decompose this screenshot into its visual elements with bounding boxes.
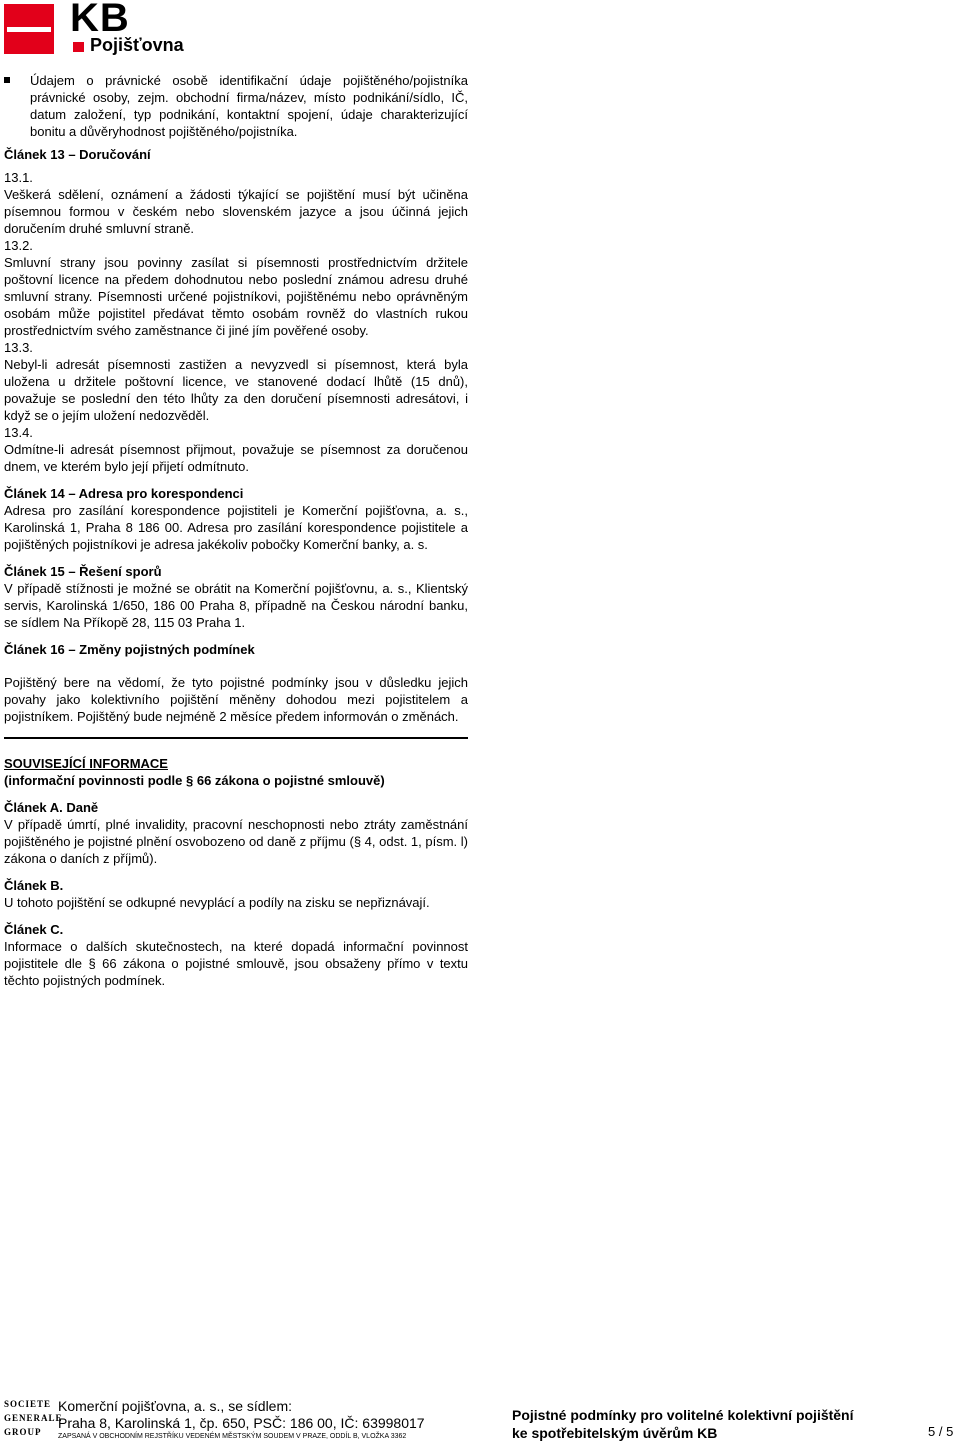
article-15-text: V případě stížnosti je možné se obrátit na Komerční pojišťovnu, a. s., Klientský servis, Karolinská 1/650, 186 00 Praha 8, případně na Českou národní banku, se sídlem Na Příkopě 28, 115 03 Praha 1. — [4, 581, 468, 630]
document-title: Pojistné podmínky pro volitelné kolektivní pojištění ke spotřebitelským úvěrům KB — [512, 1407, 854, 1441]
logo-red-bar — [73, 42, 84, 52]
article-b-heading: Článek B. — [4, 878, 64, 893]
clause-number: 13.4. — [4, 425, 33, 440]
kb-pojistovna-logo — [4, 0, 204, 55]
article-14-heading: Článek 14 – Adresa pro korespondenci — [4, 486, 244, 501]
clause-text: Odmítne-li adresát písemnost přijmout, považuje se písemnost za doručenou dnem, ve kterém bylo její přijetí odmítnuto. — [4, 442, 468, 474]
company-info — [58, 1398, 425, 1432]
section-divider — [4, 737, 468, 739]
article-15-heading: Článek 15 – Řešení sporů — [4, 564, 162, 579]
logo-red-square — [4, 4, 54, 54]
clause-number: 13.2. — [4, 238, 33, 253]
company-line-2: Praha 8, Karolinská 1, čp. 650, PSČ: 186 00, IČ: 63998017 — [58, 1415, 425, 1431]
company-line-1: Komerční pojišťovna, a. s., se sídlem: — [58, 1398, 293, 1414]
page-number: 5 / 5 — [928, 1424, 954, 1439]
article-14-text: Adresa pro zasílání korespondence pojistiteli je Komerční pojišťovna, a. s., Karolinská 1, Praha 8 186 00. Adresa pro zasílání korespondence pojistitele a pojištěných pojistníkovi je adresa jakékoliv pobočky Komerční banky, a. s. — [4, 503, 468, 552]
document-body — [4, 72, 468, 989]
related-info-subtitle: (informační povinnosti podle § 66 zákona o pojistné smlouvě) — [4, 773, 385, 788]
article-c-text: Informace o dalších skutečnostech, na které dopadá informační povinnost pojistitele dle § 66 zákona o pojistné smlouvě, jsou obsaženy přímo v textu těchto pojistných podmínek. — [4, 939, 468, 988]
clause-text: Nebyl-li adresát písemnosti zastižen a nevyzvedl si písemnost, která byla uložena u držitele poštovní licence, ve stanovené dodací lhůtě (15 dnů), považuje se poslední den této lhůty za den doručení písemnosti adresátovi, i když se o jejím uložení nedozvěděl. — [4, 357, 468, 423]
bullet-square-icon — [4, 77, 10, 83]
list-item — [4, 72, 468, 140]
clause-text: Veškerá sdělení, oznámení a žádosti týkající se pojištění musí být učiněna písemnou formou v českém nebo slovenském jazyce a jsou účinná jejich doručením druhé smluvní straně. — [4, 187, 468, 236]
societe-generale-group-logo: SOCIETE GENERALE GROUP — [4, 1399, 63, 1437]
article-a-text: V případě úmrtí, plné invalidity, pracovní neschopnosti nebo ztráty zaměstnání pojištěného je pojistné plnění osvobozeno od daně z příjmu (§ 4, odst. 1, písm. l) zákona o daních z příjmů). — [4, 817, 468, 866]
article-16-text: Pojištěný bere na vědomí, že tyto pojistné podmínky jsou v důsledku jejich povahy jako kolektivního pojištění měněny dohodou mezi pojistitelem a pojistníkem. Pojištěný bude nejméně 2 měsíce předem informován o změnách. — [4, 675, 468, 724]
related-info-title: SOUVISEJÍCÍ INFORMACE — [4, 756, 168, 771]
article-16-heading: Článek 16 – Změny pojistných podmínek — [4, 642, 255, 657]
clause-number: 13.1. — [4, 170, 33, 185]
clause-text: Smluvní strany jsou povinny zasílat si písemnosti prostřednictvím držitele poštovní licence na předem dohodnutou nebo poslední známou adresu druhé smluvní strany. Písemnosti určené pojistníkovi, pojištěnému nebo oprávněným osobám může pojistitel předávat těmto osobám rovněž do vlastních rukou prostřednictvím svého zaměstnance či jiné jím pověřené osoby. — [4, 255, 468, 338]
article-13-heading: Článek 13 – Doručování — [4, 147, 151, 162]
article-b-text: U tohoto pojištění se odkupné nevyplácí a podíly na zisku se nepřiznávají. — [4, 895, 430, 910]
registry-note: ZAPSANÁ V OBCHODNÍM REJSTŘÍKU VEDENÉM MĚSTSKÝM SOUDEM V PRAZE, ODDÍL B, VLOŽKA 3362 — [58, 1433, 407, 1440]
clause-number: 13.3. — [4, 340, 33, 355]
logo-letters: KB — [70, 0, 130, 40]
bullet-text: Údajem o právnické osobě identifikační údaje pojištěného/pojistníka právnické osoby, zejm. obchodní firma/název, místo podnikání/sídlo, IČ, datum založení, typ podnikání, kontaktní spojení, údaje charakterizující bonitu a důvěryhodnost pojištěného/pojistníka. — [30, 73, 468, 139]
page-footer — [0, 1397, 960, 1444]
article-a-heading: Článek A. Daně — [4, 800, 99, 815]
article-c-heading: Článek C. — [4, 922, 64, 937]
logo-subtitle: Pojišťovna — [90, 35, 184, 55]
